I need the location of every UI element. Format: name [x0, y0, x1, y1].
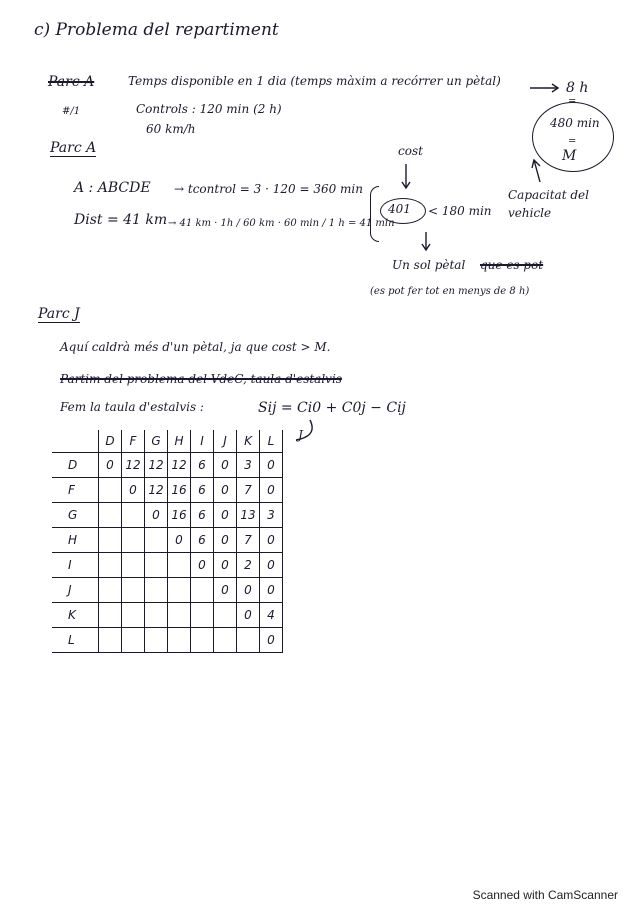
table-cell: 7: [237, 528, 260, 553]
table-cell: 0: [260, 453, 283, 478]
table-cell: 3: [260, 503, 283, 528]
table-cell: 0: [237, 603, 260, 628]
table-cell: 13: [237, 503, 260, 528]
row-header: D: [52, 453, 99, 478]
table-cell: 0: [145, 503, 168, 528]
table-cell: 0: [214, 478, 237, 503]
route-a-text: A : ABCDE: [74, 180, 151, 196]
j-marker: J: [298, 428, 303, 442]
table-cell: 0: [260, 553, 283, 578]
table-cell: 0: [168, 528, 191, 553]
equals-sign-top: =: [568, 96, 577, 107]
table-cell: 6: [191, 528, 214, 553]
scanner-footer: Scanned with CamScanner: [472, 888, 618, 902]
arrow-j-marker: [296, 420, 312, 440]
available-time-text: Temps disponible en 1 dia (temps màxim a recórrer un pètal): [128, 74, 501, 88]
part-j-line1: Aquí caldrà més d'un pètal, ja que cost > M.: [60, 340, 331, 354]
col-header: K: [237, 430, 260, 453]
page-heading: c) Problema del repartiment: [34, 20, 279, 40]
total-cost-value: 401: [388, 202, 411, 216]
table-cell: 0: [237, 578, 260, 603]
table-cell: 0: [214, 578, 237, 603]
row-header: H: [52, 528, 99, 553]
col-header: G: [145, 430, 168, 453]
struck-line: Partim del problema del VdeC, taula d'estalvis: [60, 372, 342, 386]
available-time-result: 8 h: [566, 80, 589, 96]
table-cell: 6: [191, 453, 214, 478]
control-time-calc: → tcontrol = 3 · 120 = 360 min: [174, 182, 363, 196]
capacity-label: Capacitat del vehicle: [508, 188, 589, 220]
row-header: K: [52, 603, 99, 628]
col-header: L: [260, 430, 283, 453]
table-cell: 6: [191, 478, 214, 503]
table-cell: 0: [214, 503, 237, 528]
table-cell: 16: [168, 503, 191, 528]
col-header: F: [122, 430, 145, 453]
capacity-m: M: [562, 148, 577, 164]
capacity-value: 480 min: [550, 116, 600, 130]
table-cell: 4: [260, 603, 283, 628]
row-header: F: [52, 478, 99, 503]
table-cell: 16: [168, 478, 191, 503]
part-a-title: Parc A: [50, 140, 97, 156]
table-cell: 0: [191, 553, 214, 578]
struck-part-label: Parc A: [48, 74, 95, 90]
savings-table-text: Fem la taula d'estalvis :: [60, 400, 204, 414]
row-header: G: [52, 503, 99, 528]
col-header: J: [214, 430, 237, 453]
table-cell: 2: [237, 553, 260, 578]
table-cell: 0: [214, 528, 237, 553]
cost-label: cost: [398, 144, 423, 158]
speed-text: 60 km/h: [146, 122, 196, 136]
table-cell: 3: [237, 453, 260, 478]
single-petal-text: Un sol pètal: [392, 258, 466, 272]
table-cell: 12: [122, 453, 145, 478]
table-cell: 12: [145, 453, 168, 478]
equals-sign-bottom: =: [568, 136, 577, 147]
col-header: I: [191, 430, 214, 453]
row-header: L: [52, 628, 99, 653]
table-cell: 0: [260, 628, 283, 653]
table-cell: 0: [122, 478, 145, 503]
table-cell: 0: [260, 578, 283, 603]
distance-text: Dist = 41 km: [74, 212, 168, 228]
table-cell: 0: [260, 528, 283, 553]
col-header: D: [99, 430, 122, 453]
table-cell: 12: [145, 478, 168, 503]
table-cell: 7: [237, 478, 260, 503]
table-cell: 0: [260, 478, 283, 503]
single-petal-note: (es pot fer tot en menys de 8 h): [370, 286, 530, 297]
table-cell: 6: [191, 503, 214, 528]
compare-text: < 180 min: [428, 204, 492, 218]
table-cell: 0: [214, 553, 237, 578]
table-cell: 0: [99, 453, 122, 478]
distance-calc: → 41 km · 1h / 60 km · 60 min / 1 h = 41 min: [168, 218, 395, 229]
savings-formula: Sij = Ci0 + C0j − Cij: [258, 400, 406, 416]
controls-text: Controls : 120 min (2 h): [136, 102, 282, 116]
struck-petal-text: que es pot: [480, 258, 544, 272]
table-cell: 0: [214, 453, 237, 478]
table-cell: 12: [168, 453, 191, 478]
tag-mark: #/1: [62, 106, 81, 117]
row-header: I: [52, 553, 99, 578]
row-header: J: [52, 578, 99, 603]
col-header: H: [168, 430, 191, 453]
part-j-title: Parc J: [38, 306, 80, 322]
